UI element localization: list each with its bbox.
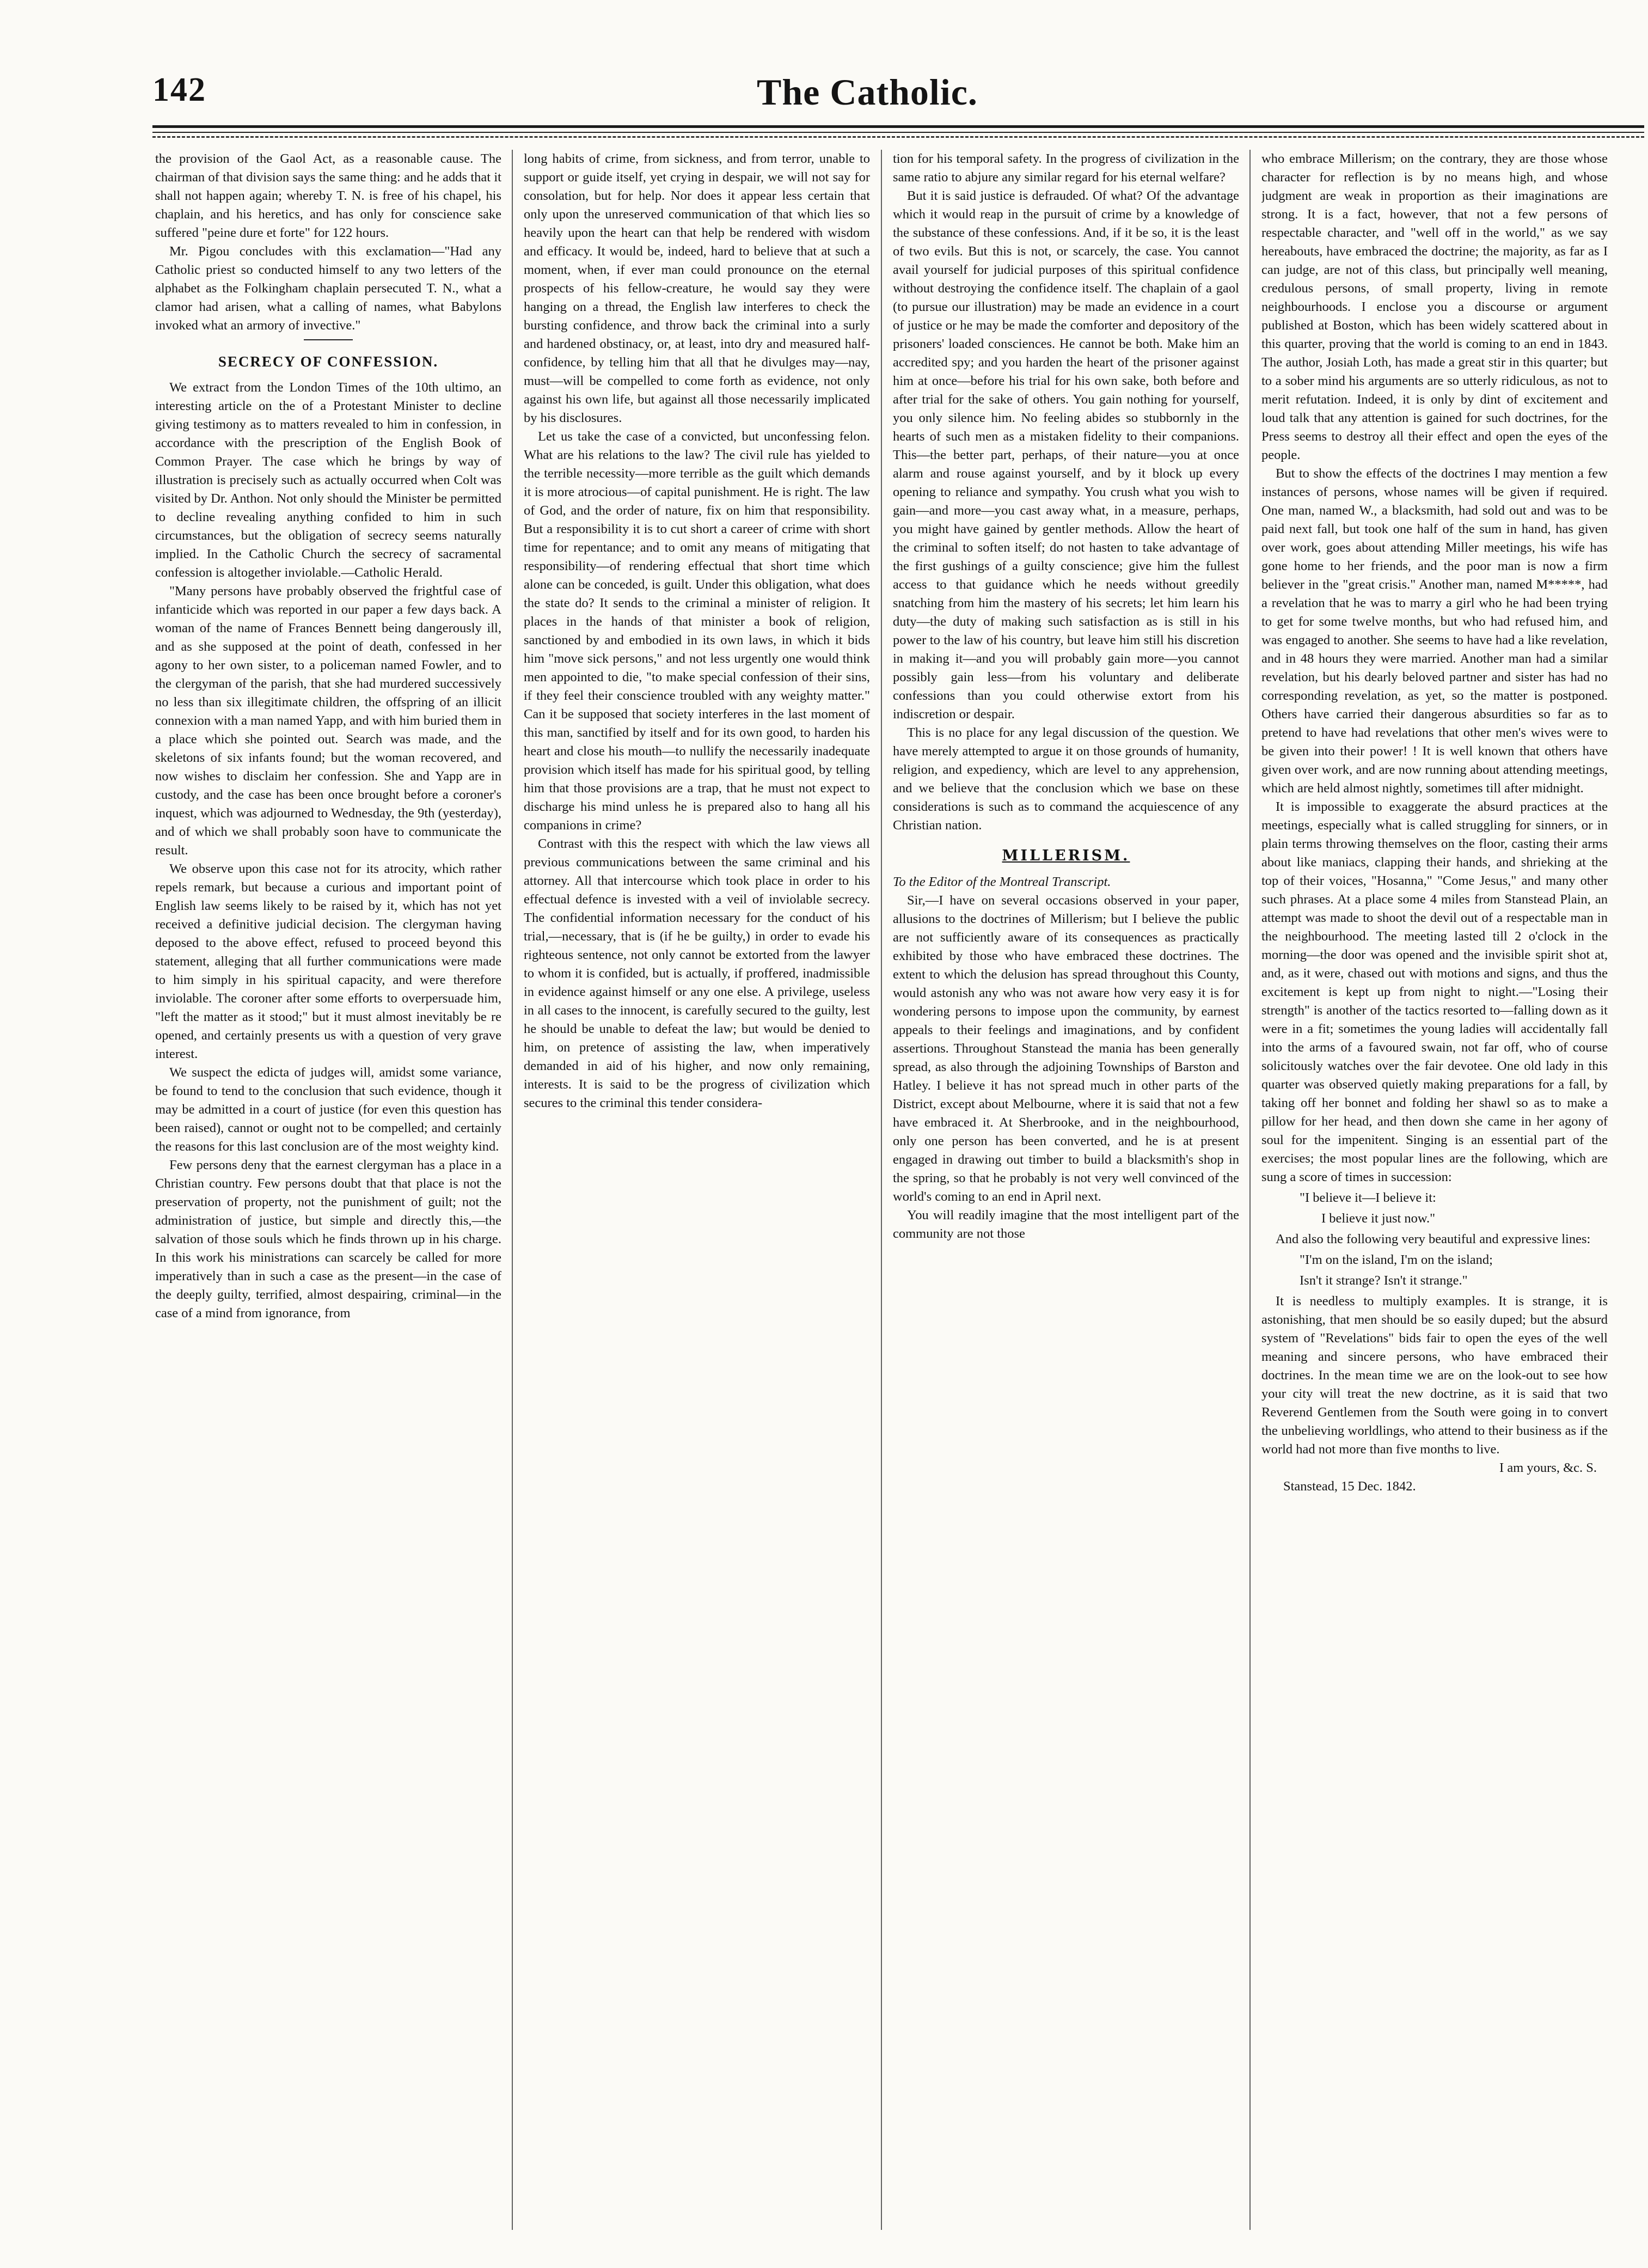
section-divider xyxy=(304,339,353,340)
column-2 xyxy=(524,150,870,2241)
page-number: 142 xyxy=(152,71,206,108)
paragraph: We extract from the London Times of the 10th ultimo, an interesting article on the of a Protestant Minister to decline giving testimony as to matters revealed to him in confession, in accordance with the prescription of the English Book of Common Prayer. The case which he brings by way of illustration is precisely such as actually occurred when Colt was visited by Dr. Anthon. Not only should the Minister be permitted to decline revealing anything confided to him in such circumstances, but the obligation of secrecy seems naturally implied. In the Catholic Church the secrecy of sacramental confession is altogether inviolable.—Catholic Herald. xyxy=(155,380,501,580)
paragraph: You will readily imagine that the most intelligent part of the community are not those xyxy=(893,1208,1239,1241)
hymn-verse-line: Isn't it strange? Isn't it strange." xyxy=(1300,1273,1468,1288)
header-rule xyxy=(152,125,1644,128)
hymn-verse-line: "I believe it—I believe it: xyxy=(1300,1190,1436,1205)
paragraph: We observe upon this case not for its atrocity, which rather repels remark, but because a curious and important point of English law seems likely to be raised by it, which has not yet received a definitive judicial decision. The clergyman having deposed to the above effect, refused to proceed beyond this statement, alleging that all further communications were made to him simply in his spiritual capacity, and were therefore inviolable. The coroner after some efforts to overpersuade him, "left the matter as it stood;" but it must almost inevitably be re opened, and certainly presents us with a question of very grave interest. xyxy=(155,861,501,1061)
paragraph: Let us take the case of a convicted, but unconfessing felon. What are his relations to the law? The civil rule has yielded to the terrible necessity—more terrible as the guilt which demands it is more atrocious—of capital punishment. He is right. The law of God, and the order of nature, fix on him that responsibility. But a responsibility it is to cut short a career of crime with short time for repentance; and to omit any means of mitigating that responsibility—of rendering effectual that short time which alone can be conceded, is guilt. Under this obligation, what does the state do? It sends to the criminal a minister of religion. It places in the hands of that minister a book of religion, sanctioned by and embodied in its own laws, in which it bids him "move sick persons," and not less urgently one would think men appointed to die, "to make special confession of their sins, if they feel their conscience troubled with any weighty matter." Can it be supposed that society interferes in the last moment of this man, sanctified by itself and for its own good, to harden his heart and close his mouth—to nullify the necessarily inadequate provision which itself has made for his spiritual good, by telling him that those provisions are a trap, that he must not expect to discharge his mind unless he is prepared also to hang all his companions in crime? xyxy=(524,429,870,833)
column-3 xyxy=(893,150,1239,2241)
column-1 xyxy=(155,150,501,2241)
paragraph: Sir,—I have on several occasions observed in your paper, allusions to the doctrines of Millerism; but I believe the public are not sufficiently aware of its consequences as practically exhibited by those who have embraced these doctrines. The extent to which the delusion has spread throughout this County, would astonish any who was not aware how very easy it is for wondering persons to impose upon the community, by earnest appeals to their feelings and imaginations, and by confident assertions. Throughout Stanstead the mania has been generally spread, as also through the adjoining Townships of Barston and Hatley. I believe it has not spread much in other parts of the District, except about Melbourne, where it is said that not a few have embraced it. At Sherbrooke, and in the neighbourhood, only one person has been converted, and he is at present engaged in drawing out timber to build a blacksmith's shop in the spring, so that he probably is not very well convinced of the world's coming to an end in April next. xyxy=(893,893,1239,1204)
article-heading-millerism: MILLERISM. xyxy=(1002,847,1130,864)
column-divider xyxy=(1249,150,1251,2230)
hymn-verse-line: I believe it just now." xyxy=(1321,1211,1436,1226)
paragraph: who embrace Millerism; on the contrary, they are those whose character for reflection is by no means high, and whose judgment are weak in proportion as their imaginations are strong. It is a fact, however, that not a few persons of respectable character, and "well off in the world," as we say hereabouts, have embraced the doctrine; the majority, as far as I can judge, are not of this class, but principally well meaning, credulous persons, of small property, living in remote neighbourhoods. I enclose you a discourse or argument published at Boston, which has been widely scattered about in this quarter, proving that the world is coming to an end in 1843. The author, Josiah Loth, has made a great stir in this quarter; but to a sober mind his arguments are so utterly ridiculous, as not to merit refutation. Indeed, it is only by dint of excitement and loud talk that any attention is gained for such doctrines, for the Press seems to destroy all their effect and open the eyes of the people. xyxy=(1261,151,1608,462)
paragraph: the provision of the Gaol Act, as a reasonable cause. The chairman of that division says the same thing: and he adds that it shall not happen again; whereby T. N. is free of his chapel, his chaplain, and his heretics, and has only for conscience sake suffered "peine dure et forte" for 122 hours. xyxy=(155,151,501,240)
letter-dateline: Stanstead, 15 Dec. 1842. xyxy=(1283,1479,1416,1494)
masthead-title: The Catholic. xyxy=(757,71,978,113)
column-divider xyxy=(512,150,513,2230)
paragraph: But to show the effects of the doctrines I may mention a few instances of persons, whose names will be given if required. One man, named W., a blacksmith, had sold out and was to be paid next fall, but took one half of the sum in hand, has given over work, goes about attending Miller meetings, his wife has gone home to her friends, and the poor man is now a firm believer in the "great crisis." Another man, named M*****, had a revelation that he was to marry a girl who he had been trying to get for some twelve months, but who had refused him, and was engaged to another. She seems to have had a like revelation, and in 48 hours they were married. Another man had a similar revelation, but his dearly beloved partner and sister has had no corresponding revelation, as yet, so the matter is postponed. Others have carried their dangerous absurdities so far as to pretend to have had revelations that other men's wives were to be given into their power! ! It is well known that others have given over work, and are now running about attending meetings, which are held almost nightly, sometimes till after midnight. xyxy=(1261,466,1608,796)
paragraph: It is impossible to exaggerate the absurd practices at the meetings, especially what is called struggling for sinners, or in plain terms throwing themselves on the floor, casting their arms about like maniacs, clapping their hands, and shrieking at the top of their voices, "Hosanna," "Come Jesus," and many other such phrases. At a place some 4 miles from Stanstead Plain, an attempt was made to shoot the devil out of a respectable man in the neighbourhood. The meeting lasted till 2 o'clock in the morning—the door was opened and the invisible spirit shot at, and, as it were, chased out with motions and signs, and thus the excitement is kept up from night to night.—"Losing their strength" is another of the tactics resorted to—falling down as it were in a fit; sometimes the young ladies will accidentally fall into the arms of a favoured swain, not far off, who of course solicitously watches over the fair devotee. One old lady in this quarter was observed quietly making preparations for a fall, by taking off her bonnet and folding her shawl so as to make a pillow for her head, and then down she came in her agony of soul for the impenitent. Singing is an essential part of the exercises; the most popular lines are the following, which are sung a score of times in succession: xyxy=(1261,799,1608,1184)
paragraph: But it is said justice is defrauded. Of what? Of the advantage which it would reap in the pursuit of crime by a knowledge of the substance of these confessions. And, if it be so, it is the least of two evils. But this is not, or scarcely, the case. You cannot avail yourself for judicial purposes of this spiritual confidence without destroying the confidence itself. The chaplain of a gaol (to pursue our illustration) may be made an evidence in a court of justice or he may be made the comforter and depository of the prisoners' loaded consciences. He cannot be both. Make him an accredited spy; and you harden the heart of the prisoner against him at once—before his trial for his own sake, both before and after trial for the sake of others. You gain nothing for yourself, you only silence him. No feeling abides so stubbornly in the hearts of such men as a mistaken fidelity to their companions. This—the better part, perhaps, of their nature—you at once alarm and rouse against yourself, and by it block up every opening to reliance and sympathy. You crush what you wish to gain—and more—you cast away what, in a measure, perhaps, you might have gained by gentler methods. Allow the heart of the criminal to soften itself; do not hasten to take advantage of the first gushings of a guilty conscience; give him the fullest access to that guidance which he needs without greedily snatching from him the mastery of his secrets; let him learn his duty—the duty of making such satisfaction as is still in his power to the law of his country, but leave him still his discretion in making it—and you will probably gain more—you cannot possibly gain less—from his voluntary and deliberate confessions than you could otherwise extort from his indiscretion or despair. xyxy=(893,188,1239,722)
paragraph: It is needless to multiply examples. It is strange, it is astonishing, that men should be so easily duped; but the absurd system of "Revelations" bids fair to open the eyes of the well meaning and sincere persons, who have embraced their doctrines. In the mean time we are on the look-out to see how your city will treat the new doctrine, as it is said that two Reverend Gentlemen from the South were going in to convert the unbelieving worldlings, who attend to their business as if the world had not more than five months to live. xyxy=(1261,1294,1608,1457)
paragraph: tion for his temporal safety. In the progress of civilization in the same ratio to abjure any similar regard for his eternal welfare? xyxy=(893,151,1239,185)
paragraph: Mr. Pigou concludes with this exclamation—"Had any Catholic priest so conducted himself to any two letters of the alphabet as the Folkingham chaplain persecuted T. N., what a clamor had arisen, what a calling of names, what Babylons invoked what an armory of invective." xyxy=(155,244,501,333)
hymn-verse-line: "I'm on the island, I'm on the island; xyxy=(1300,1252,1493,1267)
paragraph: long habits of crime, from sickness, and from terror, unable to support or guide itself, yet crying in despair, we will not say for consolation, but for help. Nor does it appear less certain that only upon the unreserved communication of that which lies so heavily upon the heart can that help be rendered with wisdom and efficacy. It would be, indeed, hard to believe that at such a moment, when, if ever man could pronounce on the eternal prospects of his fellow-creature, he would say they were hanging on a thread, the English law interferes to check the bursting confidence, and throw back the criminal into a surly and hardened obstinacy, or, at least, into dry and measured half-confidence, by telling him that all that he divulges may—nay, must—will be compelled to come forth as evidence, not only against his own life, but against all those necessarily implicated by his disclosures. xyxy=(524,151,870,425)
header-rule-dashed xyxy=(152,136,1644,138)
paragraph: Contrast with this the respect with which the law views all previous communications between the same criminal and his attorney. All that intercourse which took place in order to his effectual defence is invested with a veil of inviolable secrecy. The confidential information necessary for the conduct of his trial,—necessary, that is (if he be guilty,) in order to evade his righteous sentence, not only cannot be extorted from the lawyer to whom it is confided, but is actually, if proffered, inadmissible in evidence against himself or any one else. A privilege, useless in all cases to the innocent, is carefully secured to the guilty, lest he should be unable to defeat the law; but would be denied to him, on pretence of assisting the law, when imperatively demanded in aid of his higher, and now only remaining, interests. It is said to be the progress of civilization which secures to the criminal this tender considera- xyxy=(524,836,870,1110)
paragraph: This is no place for any legal discussion of the question. We have merely attempted to argue it on those grounds of humanity, religion, and expediency, which are level to any apprehension, and we believe that the conclusion which we base on these considerations is such as to command the acquiescence of any Christian nation. xyxy=(893,725,1239,833)
paragraph: "Many persons have probably observed the frightful case of infanticide which was reported in our paper a few days back. A woman of the name of Frances Bennett being dangerously ill, and as she supposed at the point of death, confessed in her agony to her own sister, to a policeman named Fowler, and to the clergyman of the parish, that she had murdered successively no less than six illegitimate children, the offspring of an illicit connexion with a man named Yapp, and with him buried them in a place which she pointed out. Search was made, and the skeletons of six infants found; but the woman recovered, and now wishes to disclaim her confession. She and Yapp are in custody, and the case has been once brought before a coroner's inquest, which was adjourned to Wednesday, the 9th (yesterday), and of which we shall probably soon have to communicate the result. xyxy=(155,584,501,858)
letter-signature: I am yours, &c. S. xyxy=(1499,1460,1597,1475)
column-divider xyxy=(881,150,882,2230)
column-4 xyxy=(1261,150,1608,2241)
header-rule-thin xyxy=(152,132,1644,133)
editor-address-line: To the Editor of the Montreal Transcript. xyxy=(893,875,1111,889)
paragraph: And also the following very beautiful and expressive lines: xyxy=(1276,1232,1591,1246)
paragraph: Few persons deny that the earnest clergyman has a place in a Christian country. Few persons doubt that that place is not the preservation of property, not the punishment of guilt; not the administration of justice, but simple and directly this,—the salvation of those souls which he finds thrown up in his charge. In this work his ministrations can scarcely be called for more imperatively than in such a case as the present—in the case of the deeply guilty, terrified, almost despairing, criminal—in the case of a mind from ignorance, from xyxy=(155,1158,501,1321)
paragraph: We suspect the edicta of judges will, amidst some variance, be found to tend to the conclusion that such evidence, though it may be admitted in a court of justice (for even this question has been raised), cannot or ought not to be compelled; and certainly the reasons for this last conclusion are of the most weighty kind. xyxy=(155,1065,501,1154)
article-heading-secrecy: SECRECY OF CONFESSION. xyxy=(218,353,439,370)
